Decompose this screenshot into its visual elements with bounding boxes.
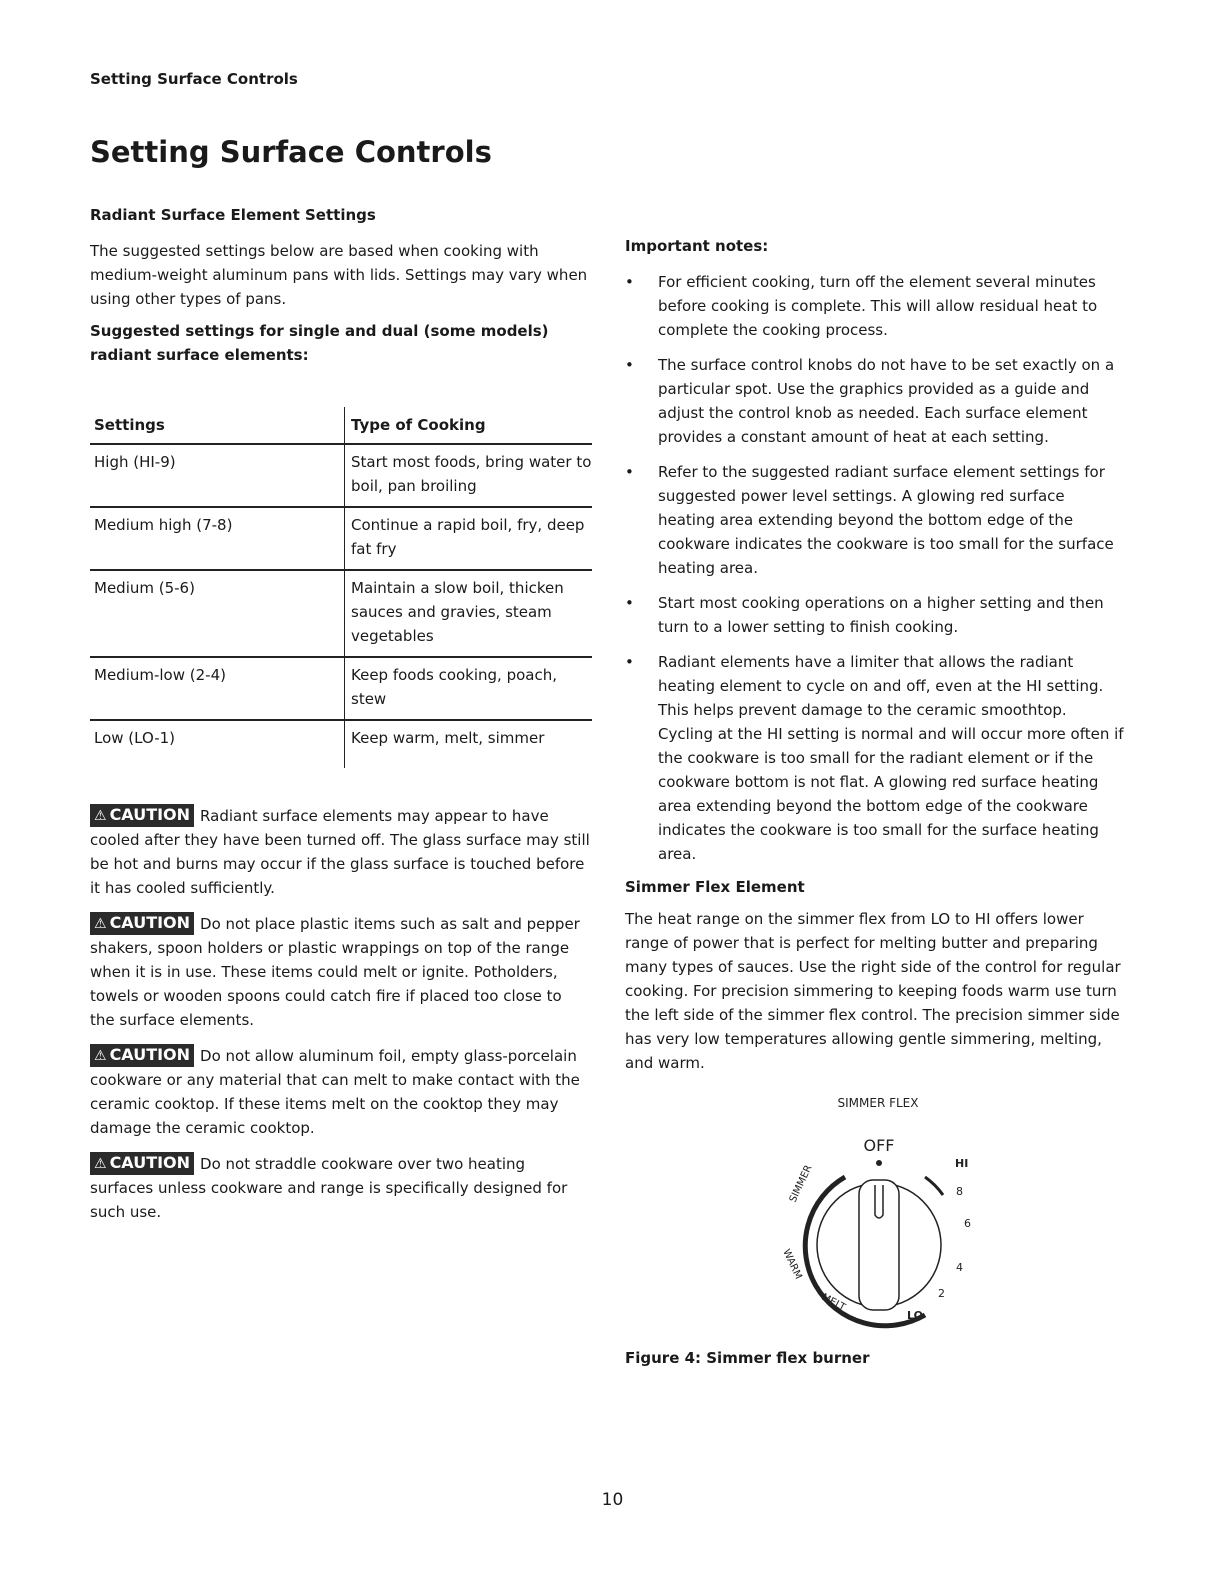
simmer-flex-paragraph: The heat range on the simmer flex from LO to HI offers lower range of power that is perfect for melting butter and preparing many types of sauces. Use the right side of the control for regular cooking. For precision simmering to keeping foods warm use turn the left side of the simmer flex control. The precision simmer side has very low temperatures allowing gentle simmering, melting, and warm. [625,910,1121,1072]
setting-8-label: 8 [956,1185,963,1198]
bullet-icon: • [625,594,634,612]
suggested-settings-heading: Suggested settings for single and dual (some models) radiant surface elements: [90,322,549,364]
page-number: 10 [601,1490,624,1510]
caution-text: Do not allow aluminum foil, empty glass-porcelain cookware or any material that can melt to make contact with the ceramic cooktop. If these items melt on the cooktop they may damage the ceramic cooktop. [90,1047,580,1137]
list-item [625,650,1125,866]
warning-triangle-icon: ⚠ [94,1156,107,1172]
caution-label: CAUTION [109,1045,191,1064]
caution-badge [90,804,194,827]
table-header-row [90,407,592,444]
caution-label: CAUTION [109,805,191,824]
cooking-cell: Keep foods cooking, poach, stew [345,657,593,720]
cooking-cell: Continue a rapid boil, fry, deep fat fry [345,507,593,570]
note-text: For efficient cooking, turn off the element several minutes before cooking is complete. This will allow residual heat to complete the cooking process. [658,273,1098,339]
warning-triangle-icon: ⚠ [94,916,107,932]
knob-grip[interactable] [859,1180,899,1310]
setting-cell: Medium-low (2-4) [90,657,345,720]
important-notes-heading: Important notes: [625,237,769,255]
bullet-icon: • [625,273,634,291]
caution-badge [90,1044,194,1067]
table-row [90,657,592,720]
note-text: Radiant elements have a limiter that allows the radiant heating element to cycle on and off, even at the HI setting. This helps prevent damage to the ceramic smoothtop. Cycling at the HI setting is normal and will occur more often if the cookware is too small for the radiant element or if the cookware bottom is not flat. A glowing red surface heating area extending beyond the bottom edge of the cookware indicates the cookware is too small for the surface heating area. [658,653,1124,863]
right-column [625,236,1125,1367]
setting-6-label: 6 [964,1217,971,1230]
list-item [625,353,1125,449]
simmer-flex-figure [625,1085,1125,1345]
warm-label: WARM [780,1247,804,1282]
table-row [90,570,592,657]
table-row [90,444,592,507]
simmer-label: SIMMER [787,1163,815,1205]
cooking-cell: Start most foods, bring water to boil, pan broiling [345,444,593,507]
caution-badge [90,912,194,935]
cooking-cell: Maintain a slow boil, thicken sauces and gravies, steam vegetables [345,570,593,657]
warning-triangle-icon: ⚠ [94,808,107,824]
setting-4-label: 4 [956,1261,963,1274]
type-of-cooking-column-header: Type of Cooking [345,407,593,444]
list-item [625,460,1125,580]
left-column [90,205,590,1236]
settings-table [90,407,592,768]
bullet-icon: • [625,653,634,671]
hi-label: HI [955,1157,969,1170]
melt-label: MELT [819,1291,848,1314]
setting-cell: High (HI-9) [90,444,345,507]
bullet-icon: • [625,463,634,481]
figure-caption: Figure 4: Simmer flex burner [625,1349,870,1367]
running-head: Setting Surface Controls [90,70,298,88]
knob-outer-arc-right [925,1177,943,1195]
simmer-flex-knob-diagram [625,1085,1125,1345]
caution-label: CAUTION [109,1153,191,1172]
table-row [90,507,592,570]
caution-text: Do not place plastic items such as salt and pepper shakers, spoon holders or plastic wrappings on top of the range when it is in use. These items could melt or ignite. Potholders, towels or wooden spoons could catch fire if placed too close to the surface elements. [90,915,580,1029]
setting-cell: Medium (5-6) [90,570,345,657]
simmer-flex-heading: Simmer Flex Element [625,878,805,896]
caution-text: Radiant surface elements may appear to have cooled after they have been turned off. The glass surface may still be hot and burns may occur if the glass surface is touched before it has cooled sufficiently. [90,807,590,897]
note-text: Refer to the suggested radiant surface element settings for suggested power level settings. A glowing red surface heating area extending beyond the bottom edge of the cookware indicates the cookware is too small for the surface heating area. [658,463,1114,577]
list-item [625,270,1125,342]
setting-cell: Low (LO-1) [94,729,176,747]
figure-label: SIMMER FLEX [837,1096,919,1110]
off-dot-icon [876,1160,882,1166]
list-item [625,591,1125,639]
caution-badge [90,1152,194,1175]
setting-cell: Medium high (7-8) [90,507,345,570]
lo-label: LO [907,1309,923,1322]
radiant-settings-heading: Radiant Surface Element Settings [90,206,376,224]
settings-column-header: Settings [90,407,345,444]
off-label: OFF [863,1136,895,1155]
caution-block [90,804,590,900]
note-text: Start most cooking operations on a higher setting and then turn to a lower setting to finish cooking. [658,594,1104,636]
cooking-cell: Keep warm, melt, simmer [345,720,593,768]
page-title: Setting Surface Controls [90,135,492,169]
warning-triangle-icon: ⚠ [94,1048,107,1064]
caution-block [90,1152,590,1224]
bullet-icon: • [625,356,634,374]
setting-2-label: 2 [938,1287,945,1300]
intro-paragraph: The suggested settings below are based when cooking with medium-weight aluminum pans with lids. Settings may vary when using other types of pans. [90,242,588,308]
caution-text: Do not straddle cookware over two heating surfaces unless cookware and range is specifically designed for such use. [90,1155,568,1221]
note-text: The surface control knobs do not have to be set exactly on a particular spot. Use the graphics provided as a guide and adjust the control knob as needed. Each surface element provides a constant amount of heat at each setting. [658,356,1115,446]
notes-list [625,270,1125,866]
table-row [90,720,592,768]
caution-block [90,1044,590,1140]
caution-label: CAUTION [109,913,191,932]
caution-block [90,912,590,1032]
